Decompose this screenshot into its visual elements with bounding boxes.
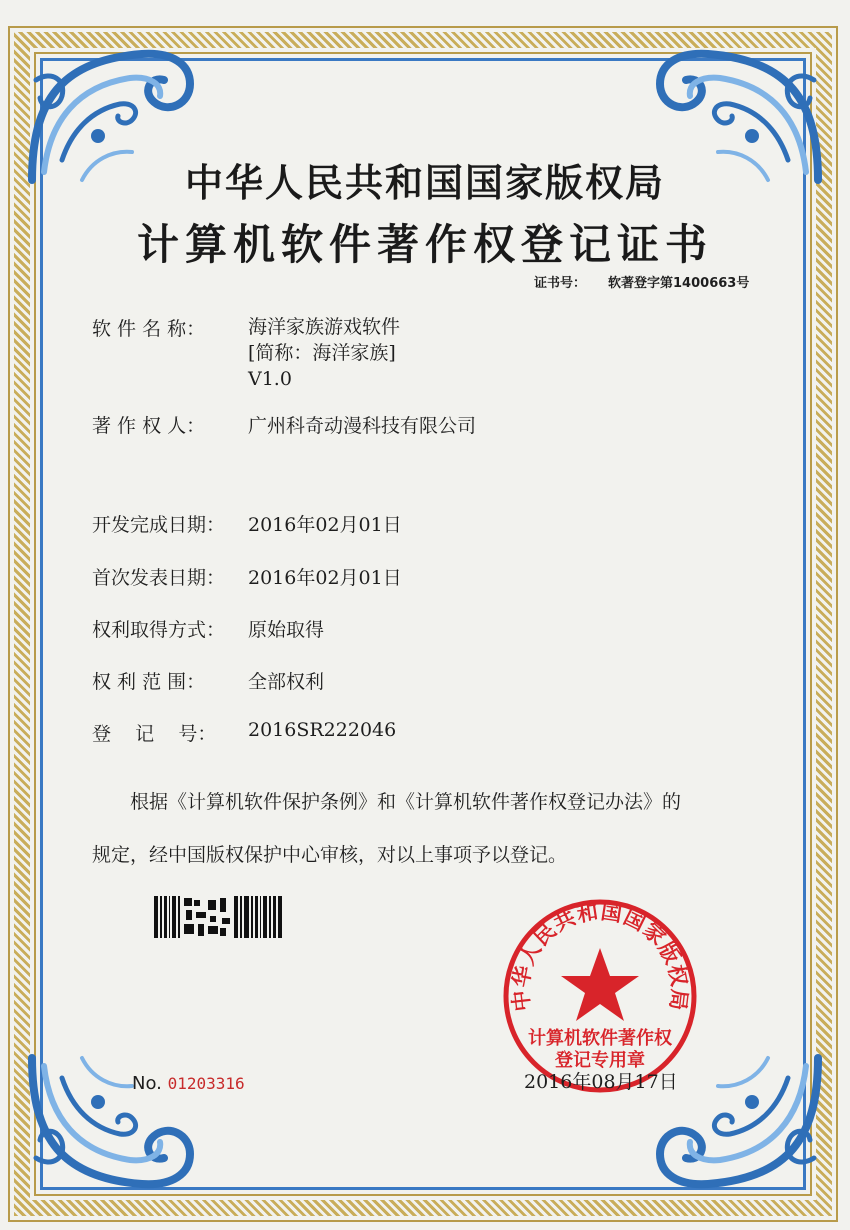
field-value: 原始取得 [248,619,325,641]
field-software-name [92,314,400,392]
serial-value: 01203316 [167,1074,245,1093]
certificate-number [534,272,749,291]
software-short-name: [简称：海洋家族] [248,342,396,364]
field-label: 著 作 权 人： [92,415,206,437]
seal-inner-line-2: 登记专用章 [555,1050,645,1071]
field-label: 软 件 名 称： [92,318,206,340]
seal-inner-line-1: 计算机软件著作权 [528,1028,672,1049]
certificate-number-label: 证书号： [534,276,587,291]
field-label: 首次发表日期： [92,567,226,589]
field-value: 2016年02月01日 [248,514,402,536]
certificate-number-value: 软著登字第1400663号 [608,276,750,291]
field-value: 广州科奇动漫科技有限公司 [248,415,477,437]
field-value [248,314,400,392]
field-label: 登 记 号： [92,723,217,745]
field-copyright-holder [92,411,476,438]
field-value: 2016年02月01日 [248,567,402,589]
official-seal [500,896,700,1096]
issuing-authority: 中华人民共和国国家版权局 [184,161,665,205]
serial-number [132,1073,245,1094]
field-acquisition-method [92,615,324,642]
software-version: V1.0 [248,368,292,390]
field-rights-scope [92,667,324,694]
field-value: 全部权利 [248,671,325,693]
software-name-value: 海洋家族游戏软件 [248,316,401,338]
seal-star-icon [561,948,639,1021]
field-dev-completion-date [92,510,402,537]
field-label: 权 利 范 围： [92,671,206,693]
seal-ring-text: 中华人民共和国国家版权局 [508,899,692,1013]
statement-line-1: 根据《计算机软件保护条例》和《计算机软件著作权登记办法》的 [130,791,682,813]
corner-scroll-ornament-icon [22,1048,202,1198]
field-first-publish-date [92,563,402,590]
field-label: 权利取得方式： [92,619,226,641]
certificate-title: 计算机软件著作权登记证书 [136,220,713,269]
barcode-icon [154,896,282,938]
issue-date: 2016年08月17日 [524,1071,678,1093]
field-value: 2016SR222046 [248,719,397,741]
statement-line-2: 规定，经中国版权保护中心审核，对以上事项予以登记。 [92,844,568,866]
serial-label: No. [132,1073,162,1094]
field-registration-no [92,719,396,746]
field-label: 开发完成日期： [92,514,226,536]
